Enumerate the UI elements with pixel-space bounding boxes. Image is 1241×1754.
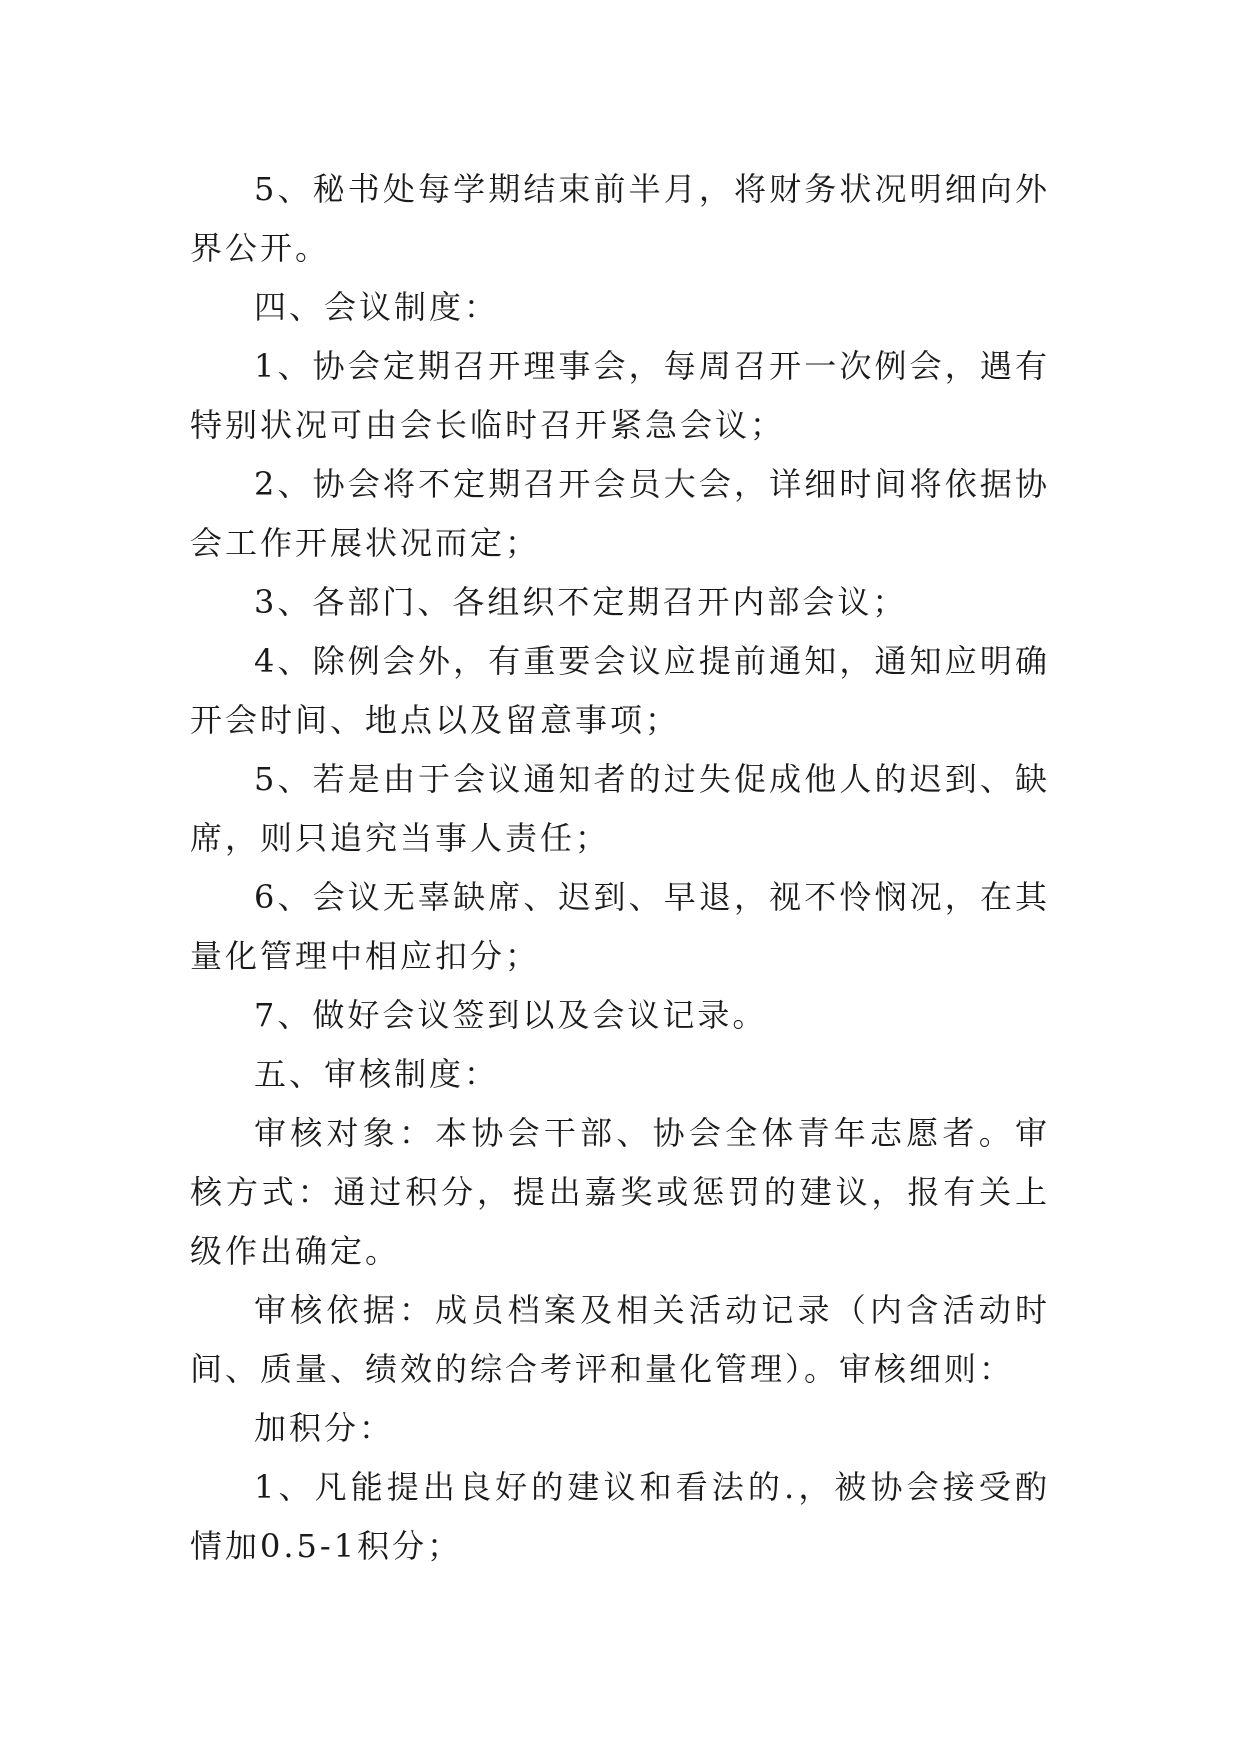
heading-review-system: 五、审核制度： [254, 1055, 500, 1093]
paragraph-meeting-rule-3: 3、各部门、各组织不定期召开内部会议； [254, 583, 908, 621]
paragraph-meeting-rule-5: 5、若是由于会议通知者的过失促成他人的迟到、缺席，则只追究当事人责任； [190, 760, 1050, 857]
paragraph-review-basis: 审核依据：成员档案及相关活动记录（内含活动时间、质量、绩效的综合考评和量化管理）。审核细则： [190, 1291, 1050, 1388]
paragraph-review-target: 审核对象：本协会干部、协会全体青年志愿者。审核方式：通过积分，提出嘉奖或惩罚的建议，报有关上级作出确定。 [190, 1114, 1050, 1270]
paragraph-meeting-rule-1: 1、协会定期召开理事会，每周召开一次例会，遇有特别状况可由会长临时召开紧急会议； [190, 347, 1050, 444]
paragraph-meeting-rule-2: 2、协会将不定期召开会员大会，详细时间将依据协会工作开展状况而定； [190, 465, 1050, 562]
paragraph-meeting-rule-7: 7、做好会议签到以及会议记录。 [254, 996, 768, 1034]
paragraph-meeting-rule-4: 4、除例会外，有重要会议应提前通知，通知应明确开会时间、地点以及留意事项； [190, 642, 1050, 739]
document-body [190, 160, 1050, 1576]
heading-meeting-system: 四、会议制度： [254, 288, 500, 326]
heading-bonus-points: 加积分： [254, 1409, 395, 1447]
paragraph-meeting-rule-6: 6、会议无辜缺席、迟到、早退，视不怜悯况，在其量化管理中相应扣分； [190, 878, 1050, 975]
paragraph-bonus-rule-1: 1、凡能提出良好的建议和看法的.，被协会接受酌情加0.5-1积分； [190, 1468, 1050, 1565]
paragraph-finance-disclosure: 5、秘书处每学期结束前半月，将财务状况明细向外界公开。 [190, 170, 1050, 267]
